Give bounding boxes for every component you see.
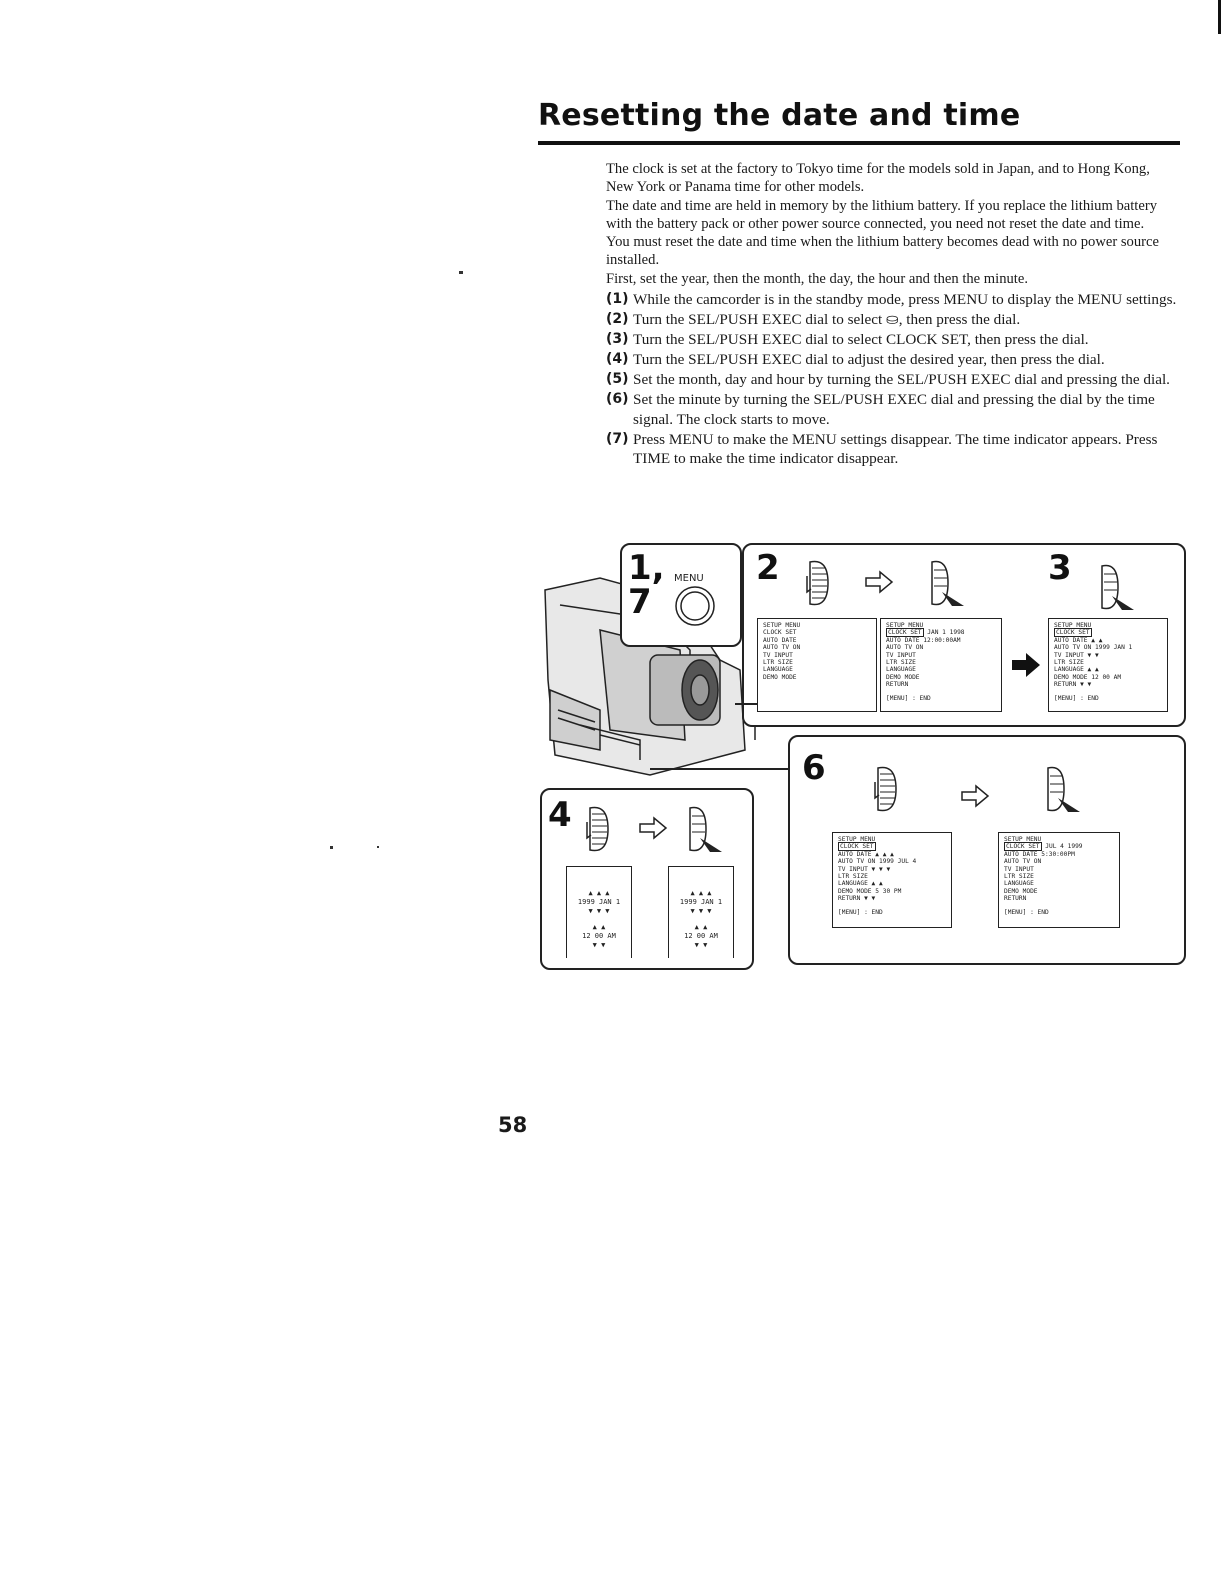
menu-item: RETURN bbox=[1004, 895, 1027, 903]
menu-item: LTR SIZE bbox=[886, 659, 916, 667]
menu-value: 5 30 PM bbox=[875, 887, 902, 895]
arrow-up-row: ▲ ▲ ▲ bbox=[690, 889, 712, 897]
menu-item: CLOCK SET bbox=[1006, 843, 1040, 851]
menu-item: TV INPUT bbox=[838, 865, 868, 873]
dial-turn-icon bbox=[586, 802, 612, 856]
step-item bbox=[606, 430, 1178, 469]
menu-item: AUTO TV ON bbox=[1054, 644, 1092, 652]
menu-value: ▼ ▼ bbox=[864, 895, 876, 903]
step-item bbox=[606, 390, 1178, 429]
arrow-down-row: ▼ ▼ ▼ bbox=[588, 907, 610, 915]
time-value: 12 00 AM bbox=[684, 932, 718, 940]
step-number: (3) bbox=[606, 331, 629, 348]
menu-value: 1999 JAN 1 bbox=[1095, 644, 1133, 652]
step-label-7: 7 bbox=[628, 582, 652, 622]
dial-turn-icon bbox=[806, 556, 832, 610]
date-value: 1999 JAN 1 bbox=[577, 898, 621, 906]
screen-footer: [MENU] : END bbox=[1054, 694, 1099, 702]
menu-item: DEMO MODE bbox=[1004, 887, 1038, 895]
step-number: (6) bbox=[606, 391, 629, 408]
step-number: (2) bbox=[606, 311, 629, 328]
dial-press-icon bbox=[1098, 560, 1138, 616]
dial-turn-icon bbox=[874, 762, 900, 816]
step-text: Turn the SEL/PUSH EXEC dial to adjust the desired year, then press the dial. bbox=[633, 351, 1105, 369]
screen-footer: [MENU] : END bbox=[886, 694, 931, 702]
step-label-3: 3 bbox=[1048, 548, 1072, 588]
screen-title: SETUP MENU bbox=[1054, 622, 1092, 629]
menu-item: LANGUAGE bbox=[1004, 880, 1034, 888]
menu-item: LANGUAGE bbox=[886, 666, 916, 674]
menu-value: 1999 JUL 4 bbox=[879, 858, 917, 866]
page-number: 58 bbox=[498, 1113, 528, 1137]
arrow-right-solid-icon bbox=[1010, 652, 1042, 678]
intro-paragraph: The date and time are held in memory by the lithium battery. If you replace the lithium battery with the battery pack or other power source connected, you need not reset the date and time. bbox=[606, 197, 1157, 232]
arrow-right-outline-icon bbox=[638, 816, 668, 840]
menu-item: AUTO DATE bbox=[763, 636, 797, 644]
menu-value: JUL 4 1999 bbox=[1045, 843, 1083, 851]
scan-speck bbox=[459, 271, 463, 274]
intro-paragraph: You must reset the date and time when the lithium battery becomes dead with no power source installed. bbox=[606, 234, 1159, 269]
step-item bbox=[606, 330, 1178, 350]
screen-title: SETUP MENU bbox=[763, 622, 801, 629]
menu-value: ▲ ▲ ▲ bbox=[875, 850, 894, 858]
arrow-right-outline-icon bbox=[864, 570, 894, 594]
step-item bbox=[606, 290, 1178, 310]
connector-line bbox=[735, 703, 757, 705]
step-1-7-box bbox=[620, 543, 742, 647]
dial-press-icon bbox=[686, 802, 726, 858]
menu-screen bbox=[757, 618, 877, 712]
menu-item: AUTO TV ON bbox=[838, 858, 876, 866]
menu-item: LTR SIZE bbox=[1004, 873, 1034, 881]
menu-item: LANGUAGE bbox=[1054, 666, 1084, 674]
intro-paragraph: First, set the year, then the month, the day, the hour and then the minute. bbox=[606, 270, 1028, 287]
menu-value: ▼ ▼ ▼ bbox=[871, 865, 891, 873]
arrow-up-row: ▲ ▲ bbox=[592, 923, 606, 931]
step-number: (1) bbox=[606, 291, 629, 308]
time-value: 12 00 AM bbox=[582, 932, 616, 940]
dial-press-icon bbox=[928, 556, 968, 612]
menu-value: ▲ ▲ bbox=[1087, 666, 1099, 674]
steps-list bbox=[606, 290, 1178, 469]
step-text: Turn the SEL/PUSH EXEC dial to select ⛀, then press the dial. bbox=[633, 311, 1021, 329]
menu-item: LANGUAGE bbox=[763, 666, 793, 674]
menu-screen bbox=[832, 832, 952, 928]
menu-item: LTR SIZE bbox=[1054, 659, 1084, 667]
menu-item: TV INPUT bbox=[886, 651, 916, 659]
screen-footer: [MENU] : END bbox=[1004, 908, 1049, 916]
date-value: 1999 JAN 1 bbox=[679, 898, 723, 906]
step-label-1: 1, bbox=[628, 548, 665, 588]
page-title: Resetting the date and time bbox=[538, 98, 1021, 133]
menu-value: ▲ ▲ bbox=[1091, 636, 1103, 644]
menu-item: TV INPUT bbox=[1004, 865, 1034, 873]
menu-item: CLOCK SET bbox=[1056, 629, 1090, 637]
menu-value: ▲ ▲ bbox=[871, 880, 883, 888]
menu-screen bbox=[998, 832, 1120, 928]
date-adjust-screen bbox=[668, 866, 734, 958]
menu-item: RETURN bbox=[838, 895, 861, 903]
menu-value: 12 00 AM bbox=[1091, 673, 1122, 681]
dial-press-icon bbox=[1044, 762, 1084, 818]
step-text: Press MENU to make the MENU settings disappear. The time indicator appears. Press TIME to make the time indicator disappear. bbox=[633, 430, 1158, 468]
screen-title: SETUP MENU bbox=[886, 622, 924, 629]
step-number: (5) bbox=[606, 371, 629, 388]
step-text: Turn the SEL/PUSH EXEC dial to select CLOCK SET, then press the dial. bbox=[633, 331, 1089, 349]
menu-value: ▼ ▼ bbox=[1087, 651, 1099, 659]
screen-title: SETUP MENU bbox=[838, 836, 876, 843]
date-adjust-screen bbox=[566, 866, 632, 958]
menu-item: AUTO TV ON bbox=[763, 644, 801, 652]
arrow-right-outline-icon bbox=[960, 784, 990, 808]
menu-item: AUTO DATE bbox=[1004, 850, 1038, 858]
corner-crop-mark bbox=[1218, 0, 1221, 34]
screen-footer: [MENU] : END bbox=[838, 908, 883, 916]
step-item bbox=[606, 350, 1178, 370]
step-text: While the camcorder is in the standby mode, press MENU to display the MENU settings. bbox=[633, 291, 1177, 309]
arrow-up-row: ▲ ▲ bbox=[694, 923, 708, 931]
menu-item: LANGUAGE bbox=[838, 880, 868, 888]
menu-value: 5:30:00PM bbox=[1041, 850, 1075, 858]
menu-item: RETURN bbox=[886, 681, 909, 689]
menu-item: AUTO DATE bbox=[886, 636, 920, 644]
menu-item: AUTO DATE bbox=[1054, 636, 1088, 644]
step-label-6: 6 bbox=[802, 748, 826, 788]
body-text bbox=[606, 160, 1178, 469]
arrow-down-row: ▼ ▼ bbox=[694, 941, 708, 949]
step-text: Set the minute by turning the SEL/PUSH EXEC dial and pressing the dial by the time signal. The clock starts to move. bbox=[633, 391, 1155, 428]
menu-button-label: MENU bbox=[674, 573, 704, 584]
menu-item: LTR SIZE bbox=[838, 873, 868, 881]
menu-item: DEMO MODE bbox=[763, 673, 797, 681]
menu-item: AUTO TV ON bbox=[1004, 858, 1042, 866]
menu-item: AUTO TV ON bbox=[886, 644, 924, 652]
menu-screen bbox=[880, 618, 1002, 712]
menu-item: AUTO DATE bbox=[838, 850, 872, 858]
menu-item: CLOCK SET bbox=[888, 629, 922, 637]
menu-item: TV INPUT bbox=[1054, 651, 1084, 659]
menu-item: CLOCK SET bbox=[763, 629, 797, 637]
menu-item: DEMO MODE bbox=[1054, 673, 1088, 681]
menu-item: CLOCK SET bbox=[840, 843, 874, 851]
menu-item: DEMO MODE bbox=[886, 673, 920, 681]
arrow-up-row: ▲ ▲ ▲ bbox=[588, 889, 610, 897]
step-label-4: 4 bbox=[548, 795, 572, 835]
menu-item: RETURN bbox=[1054, 681, 1077, 689]
menu-button-icon bbox=[674, 585, 716, 627]
screen-title: SETUP MENU bbox=[1004, 836, 1042, 843]
menu-item: LTR SIZE bbox=[763, 659, 793, 667]
menu-value: JAN 1 1998 bbox=[927, 629, 965, 637]
connector-line bbox=[650, 768, 790, 770]
step-item bbox=[606, 310, 1178, 330]
menu-value: ▼ ▼ bbox=[1080, 681, 1092, 689]
step-text: Set the month, day and hour by turning the SEL/PUSH EXEC dial and pressing the dial. bbox=[633, 371, 1170, 389]
step-number: (4) bbox=[606, 351, 629, 368]
title-rule bbox=[538, 141, 1180, 145]
arrow-down-row: ▼ ▼ bbox=[592, 941, 606, 949]
menu-value: 12:00:00AM bbox=[923, 636, 961, 644]
step-number: (7) bbox=[606, 430, 629, 447]
step-label-2: 2 bbox=[756, 548, 780, 588]
menu-screen bbox=[1048, 618, 1168, 712]
step-item bbox=[606, 370, 1178, 390]
intro-paragraph: The clock is set at the factory to Tokyo time for the models sold in Japan, and to Hong Kong, New York or Panama time for other models. bbox=[606, 161, 1150, 196]
menu-item: TV INPUT bbox=[763, 651, 793, 659]
scan-speck bbox=[330, 846, 333, 849]
arrow-down-row: ▼ ▼ ▼ bbox=[690, 907, 712, 915]
menu-item: DEMO MODE bbox=[838, 887, 872, 895]
scan-speck bbox=[377, 846, 379, 848]
